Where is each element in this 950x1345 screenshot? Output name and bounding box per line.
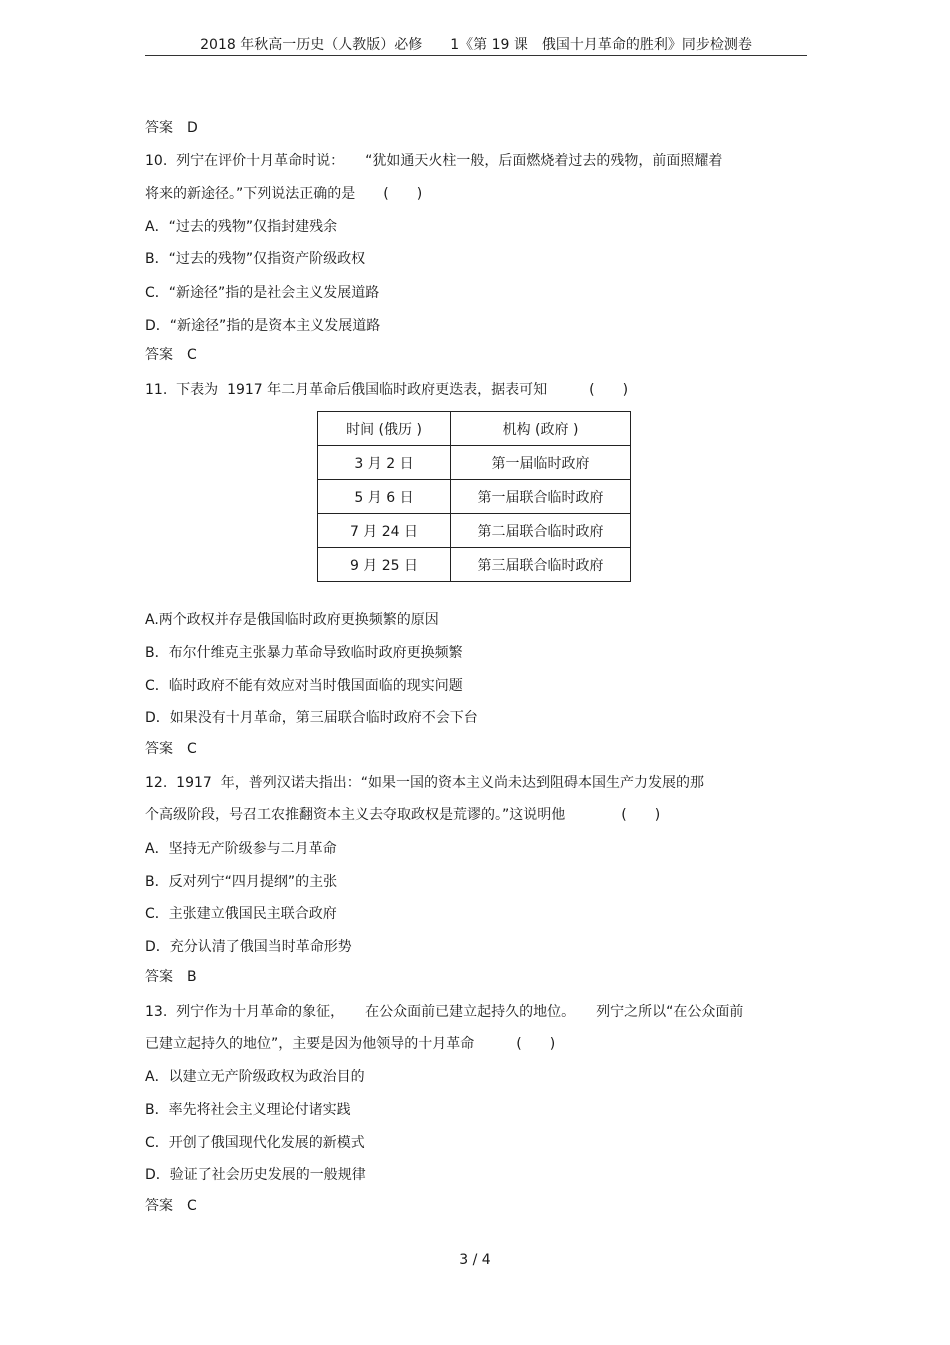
table-cell-date: 3 月 2 日 — [318, 446, 451, 480]
table-cell-date: 5 月 6 日 — [318, 480, 451, 514]
page-header: 2018 年秋高一历史（人教版）必修 1《第 19 课 俄国十月革命的胜利》同步检测卷 — [145, 37, 807, 56]
table-cell-government: 第三届联合临时政府 — [451, 548, 631, 582]
q10-stem-line2: 将来的新途径。”下列说法正确的是 ( ) — [145, 186, 423, 202]
q13-stem-line2: 已建立起持久的地位”，主要是因为他领导的十月革命 ( ) — [145, 1036, 556, 1052]
table-header-time: 时间 (俄历 ) — [318, 412, 451, 446]
answer-q13: 答案 C — [145, 1198, 197, 1214]
table-cell-government: 第一届联合临时政府 — [451, 480, 631, 514]
q12-option-b: B．反对列宁“四月提纲”的主张 — [145, 874, 338, 890]
q11-option-d: D．如果没有十月革命，第三届联合临时政府不会下台 — [145, 710, 478, 726]
q10-option-a: A．“过去的残物”仅指封建残余 — [145, 219, 338, 235]
answer-q11: 答案 C — [145, 741, 197, 757]
q12-option-a: A．坚持无产阶级参与二月革命 — [145, 841, 337, 857]
q10-option-d: D．“新途径”指的是资本主义发展道路 — [145, 318, 381, 334]
government-table — [317, 411, 631, 582]
q11-stem-line1: 11. 下表为 1917 年二月革命后俄国临时政府更迭表，据表可知 ( ) — [145, 382, 629, 398]
q13-option-d: D．验证了社会历史发展的一般规律 — [145, 1167, 366, 1183]
table-cell-date: 9 月 25 日 — [318, 548, 451, 582]
q12-stem-line2: 个高级阶段，号召工农推翻资本主义去夺取政权是荒谬的。”这说明他 ( ) — [145, 807, 661, 823]
table-row — [318, 446, 631, 480]
q10-option-b: B．“过去的残物”仅指资产阶级政权 — [145, 251, 366, 267]
q11-option-b: B．布尔什维克主张暴力革命导致临时政府更换频繁 — [145, 645, 463, 661]
q10-option-c: C．“新途径”指的是社会主义发展道路 — [145, 285, 380, 301]
answer-q12: 答案 B — [145, 969, 197, 985]
q13-stem-line1: 13. 列宁作为十月革命的象征， 在公众面前已建立起持久的地位。 列宁之所以“在公众面前 — [145, 1004, 744, 1020]
answer-q9: 答案 D — [145, 120, 198, 136]
table-cell-government: 第二届联合临时政府 — [451, 514, 631, 548]
q10-stem-line1: 10. 列宁在评价十月革命时说： “犹如通天火柱一般，后面燃烧着过去的残物，前面照耀着 — [145, 153, 723, 169]
table-row — [318, 548, 631, 582]
table-row — [318, 480, 631, 514]
table-cell-government: 第一届临时政府 — [451, 446, 631, 480]
table-header-institution: 机构 (政府 ) — [451, 412, 631, 446]
q12-option-c: C．主张建立俄国民主联合政府 — [145, 906, 337, 922]
table-row — [318, 514, 631, 548]
table-cell-date: 7 月 24 日 — [318, 514, 451, 548]
q13-option-a: A．以建立无产阶级政权为政治目的 — [145, 1069, 365, 1085]
q12-stem-line1: 12. 1917 年，普列汉诺夫指出：“如果一国的资本主义尚未达到阻碍本国生产力发展的那 — [145, 775, 704, 791]
q13-option-b: B．率先将社会主义理论付诸实践 — [145, 1102, 351, 1118]
table-header-row — [318, 412, 631, 446]
answer-q10: 答案 C — [145, 347, 197, 363]
q11-option-c: C．临时政府不能有效应对当时俄国面临的现实问题 — [145, 678, 463, 694]
q12-option-d: D．充分认清了俄国当时革命形势 — [145, 939, 352, 955]
page-number: 3 / 4 — [459, 1252, 491, 1268]
q13-option-c: C．开创了俄国现代化发展的新模式 — [145, 1135, 365, 1151]
q11-option-a: A.两个政权并存是俄国临时政府更换频繁的原因 — [145, 612, 439, 628]
